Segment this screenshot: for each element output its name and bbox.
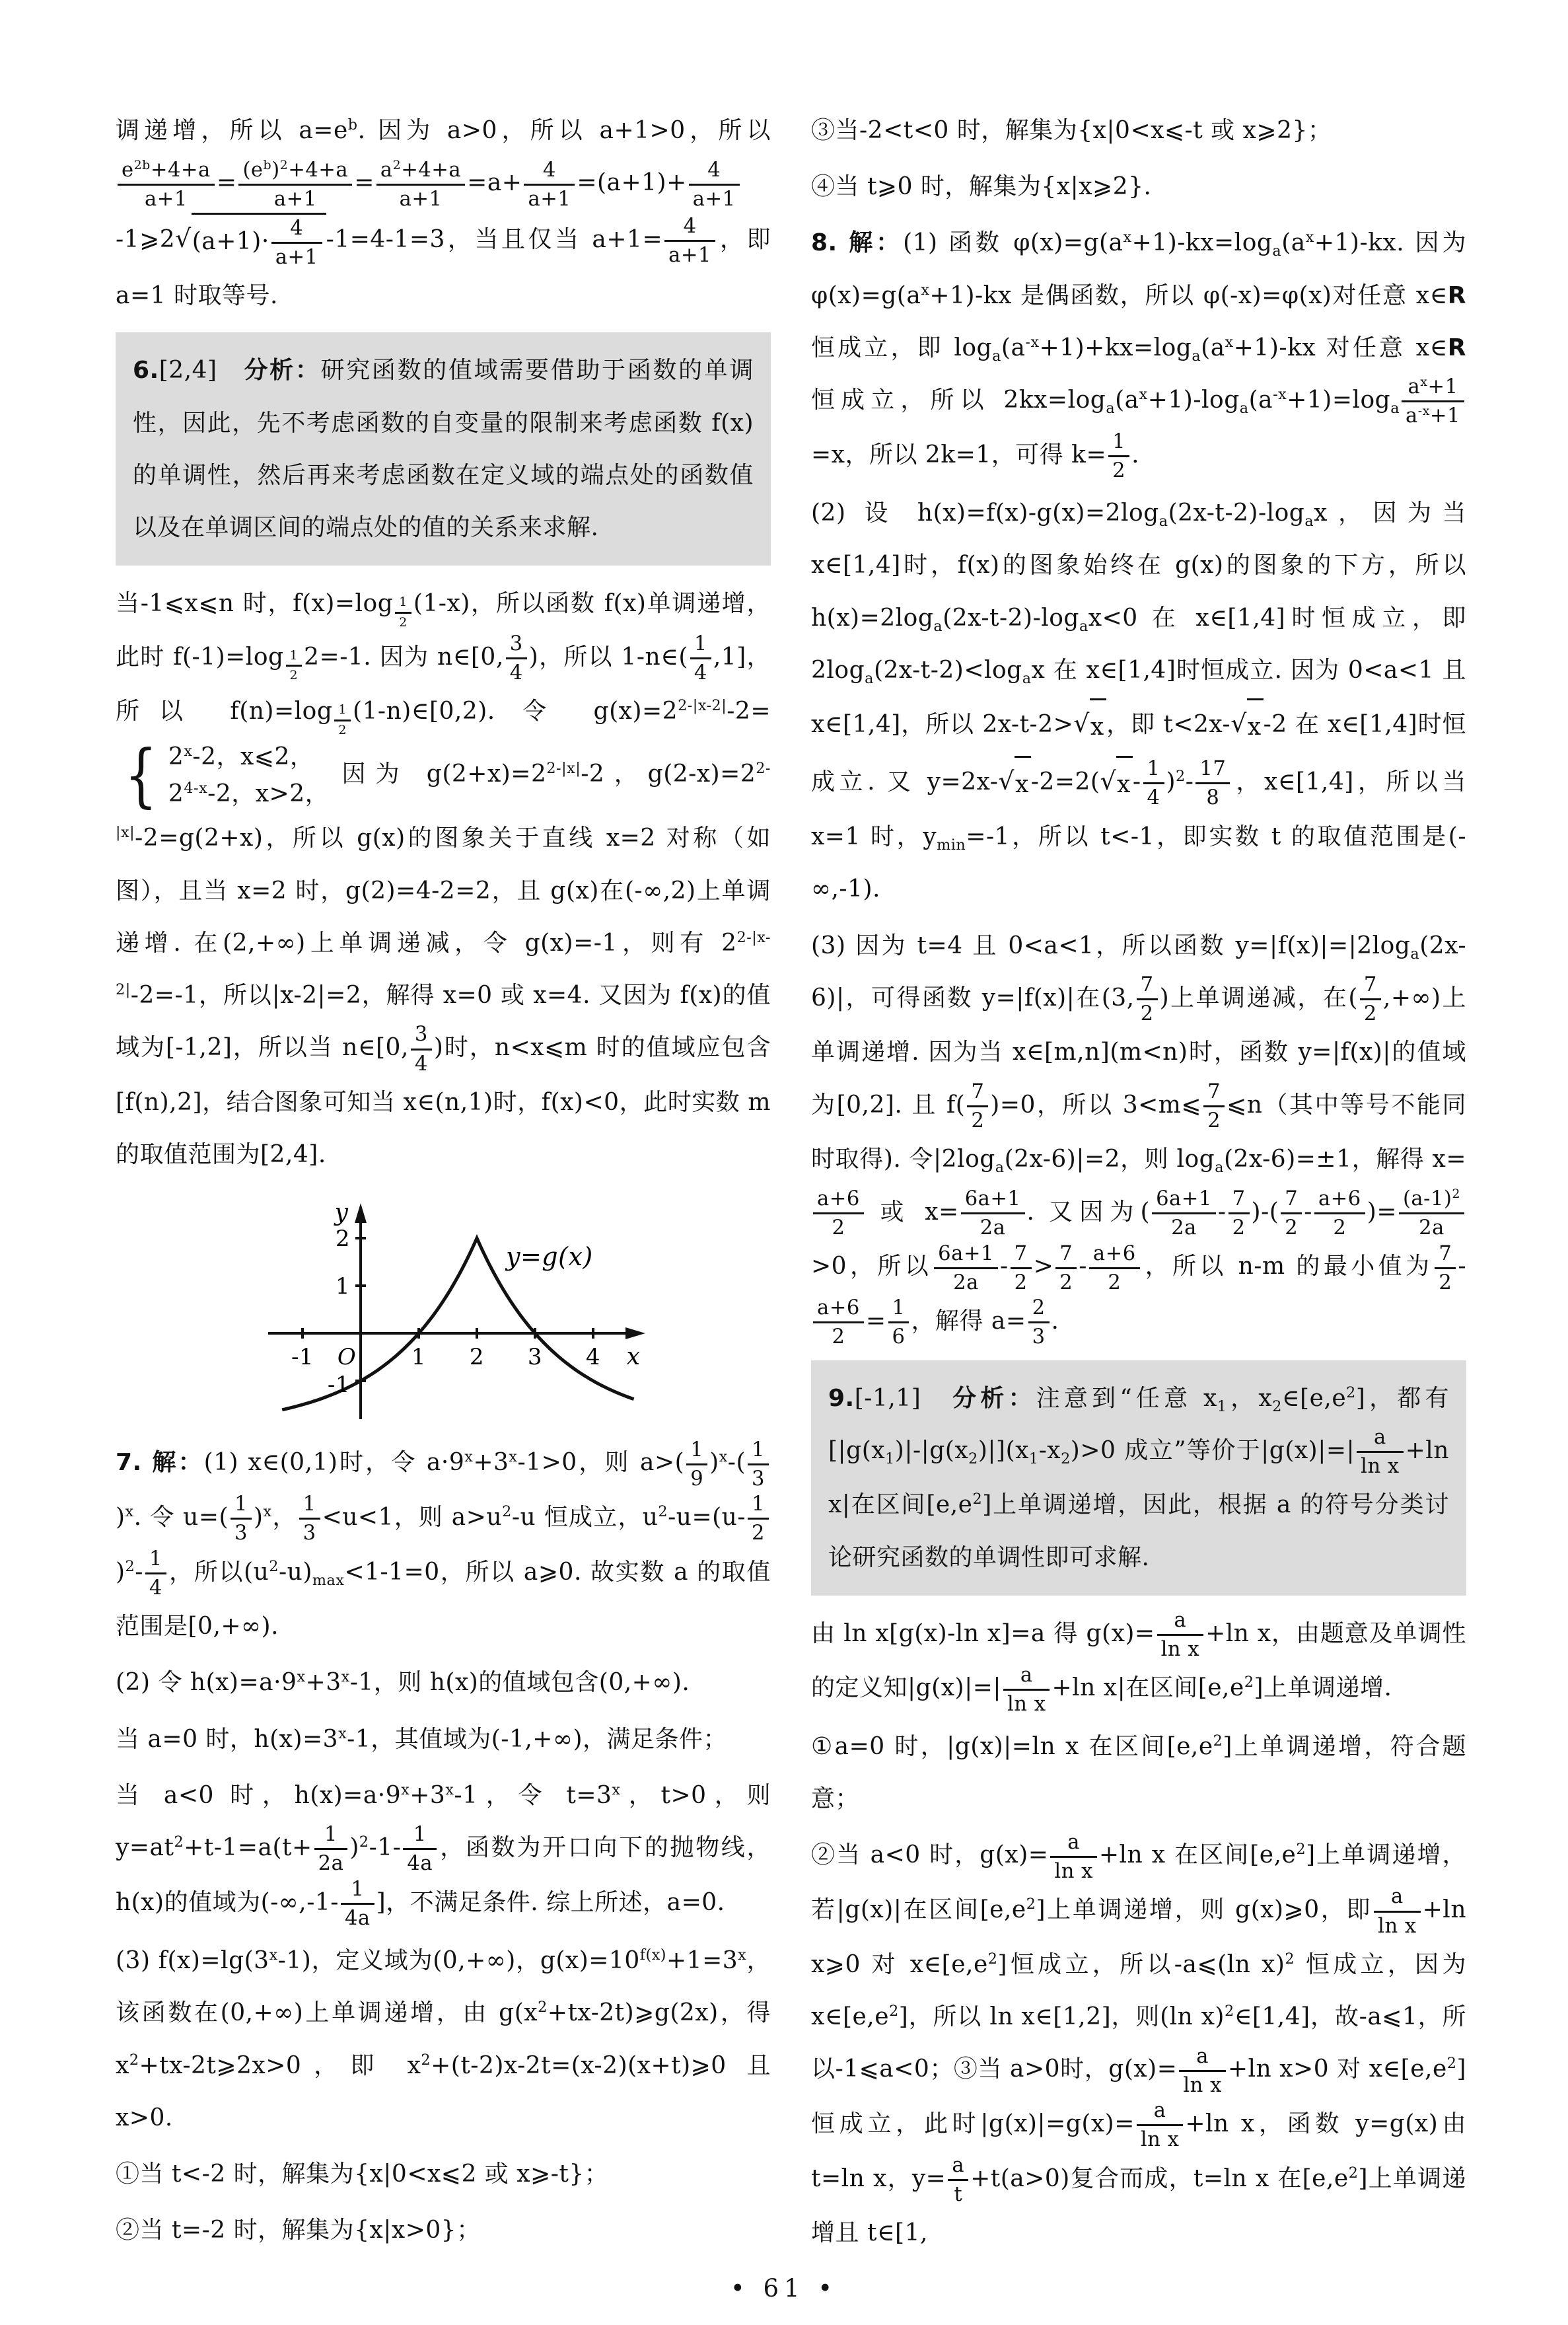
paragraph: ②当 t=-2 时，解集为{x|x>0}； — [116, 2217, 481, 2244]
y-axis-label: y — [334, 1199, 349, 1227]
function-graph — [205, 1198, 681, 1426]
x-tick-label: 3 — [527, 1344, 543, 1371]
paragraph: ①当 t<-2 时，解集为{x|0<x⩽2 或 x⩾-t}； — [116, 2160, 609, 2188]
paragraph: ③当-2<t<0 时，解集为{x|0<x⩽-t 或 x⩾2}； — [811, 117, 1332, 144]
paragraph: 调递增，所以 $a=e^b$. 因为 a>0，所以 a+1>0，所以 $\frac{e^{2b}+4+a}{a+1}$ = $\frac{(e^b)^2+4+a}{a+1}$ = $\frac{a^2+4+a}{a+1}$ =a+ $\frac{4}{a+1}$ =(a+1)+ $\frac{4}{a+1}$ -1⩾2√(a+1)· $\frac{4}{a+1}$ -1=4-1=3，当且仅当 a+1= $\frac{4}{a+1}$ ，即 a=1 时取等号. — [116, 116, 771, 310]
paragraph: 由 ln x[g(x)-ln x]=a 得 g(x)= $\frac{a}{\text{ln x}}$ +ln x，由题意及单调性的定义知|g(x)|=| $\frac{a}{\text{ln x}}$ +ln x|在区间$[e,e^2]$上单调递增. — [811, 1609, 1466, 1716]
origin-label: O — [337, 1344, 357, 1371]
paragraph: (3) $f(x)=\lg(3^x-1)$，定义域为(0,+∞)，$g(x)=10^{f(x)}+1=3^x$，该函数在(0,+∞)上单调递增，由 $g(x^2+tx-2t)⩾g(2x)$，得 $x^2+tx-2t⩾2x>0$，即 $x^2+(t-2)x-2t=(x-2)(x+t)⩾0$ 且 x>0. — [116, 1946, 771, 2131]
paragraph: (2) 设 $h(x)=f(x)-g(x)=2\log_a(2x-t-2)-\log_ax$，因为当 x∈[1,4]时，f(x)的图象始终在 g(x)的图象的下方，所以 $h(x)=2\log_a(2x-t-2)-\log_ax<0$ 在 x∈[1,4]时恒成立，即 $2\log_a(2x-t-2)<\log_ax$ 在 x∈[1,4]时恒成立. 因为 0<a<1 且 x∈[1,4]，所以 2x-t-2>√x，即 t<2x-√x-2 在 x∈[1,4]时恒成立. 又 y=2x-√x-2=2(√x- $\frac{1}{4}$ )$^2$- $\frac{17}{8}$ ，x∈[1,4]，所以当 x=1 时，$y_{min}=-1$，所以 t<-1，即实数 t 的取值范围是(-∞,-1). — [811, 499, 1466, 903]
x-tick-label: -1 — [291, 1344, 314, 1371]
x-tick-label: 4 — [585, 1344, 601, 1371]
y-tick-label: 1 — [335, 1273, 350, 1300]
y-axis-arrow-icon — [355, 1203, 367, 1223]
y-tick-label: 2 — [335, 1226, 350, 1253]
x-tick-label: 1 — [411, 1344, 427, 1371]
paragraph: (3) 因为 t=4 且 0<a<1，所以函数 $y=|f(x)|=|2\log_a(2x-6)|$，可得函数 y=|f(x)|在(3, $\frac{7}{2}$ )上单调递减，在( $\frac{7}{2}$ ,+∞)上单调递增. 因为当 x∈[m,n](m<n)时，函数 y=|f(x)|的值域为[0,2]. 且 f( $\frac{7}{2}$ )=0，所以 3<m⩽ $\frac{7}{2}$ ⩽n（其中等号不能同时取得). 令$|2\log_a(2x-6)|=2$，则 $\log_a(2x-6)=\pm 1$，解得 x= $\frac{a+6}{2}$ 或 x= $\frac{6a+1}{2a}$ . 又因为( $\frac{6a+1}{2a}$ - $\frac{7}{2}$ )-( $\frac{7}{2}$ - $\frac{a+6}{2}$ )= $\frac{(a-1)^2}{2a}$ >0，所以 $\frac{6a+1}{2a}$ - $\frac{7}{2}$ > $\frac{7}{2}$ - $\frac{a+6}{2}$ ，所以 n-m 的最小值为 $\frac{7}{2}$ - $\frac{a+6}{2}$ = $\frac{1}{6}$ ，解得 a= $\frac{2}{3}$ . — [811, 932, 1466, 1349]
x-axis-arrow-icon — [625, 1327, 645, 1339]
page-number: • 61 • — [730, 2274, 838, 2303]
x-axis-label: x — [626, 1343, 641, 1371]
analysis-box: 6.[2,4] 分析：研究函数的值域需要借助于函数的单调性，因此，先不考虑函数的自变量的限制来考虑函数 f(x)的单调性，然后再来考虑函数在定义域的端点处的函数值以及在单调区间的端点处的值的关系来求解. — [116, 332, 771, 566]
right-column — [811, 104, 1466, 2263]
y-tick-label: -1 — [327, 1372, 350, 1399]
curve-label: y=g(x) — [506, 1242, 593, 1272]
paragraph: 7. 解：(1) x∈(0,1)时，令 $a\cdot 9^x+3^x-1>0$，则 a>( $\frac{1}{9}$ )$^x$-( $\frac{1}{3}$ )$^x$. 令 u=( $\frac{1}{3}$ )$^x$， $\frac{1}{3}$ <u<1，则 $a>u^2-u$ 恒成立，$u^2-u=(u-$ $\frac{1}{2}$ )$^2$- $\frac{1}{4}$ ，所以$(u^2-u)_{max}<1-1=0$，所以 a⩾0. 故实数 a 的取值范围是[0,+∞). — [116, 1438, 771, 1641]
left-column — [116, 104, 771, 2260]
x-tick-label: 2 — [469, 1344, 485, 1371]
paragraph: 8. 解：(1) 函数 $\varphi(x)=g(a^x+1)-kx=\log_a(a^x+1)-kx$. 因为 $\varphi(x)=g(a^x+1)-kx$ 是偶函数，所以 φ(-x)=φ(x)对任意 x∈R 恒成立，即 $\log_a(a^{-x}+1)+kx=\log_a(a^x+1)-kx$ 对任意 x∈R 恒成立，所以 $2kx=\log_a(a^x+1)-\log_a(a^{-x}+1)=\log_a$ $\frac{a^x+1}{a^{-x}+1}$ =x，所以 2k=1，可得 k= $\frac{1}{2}$ . — [811, 229, 1466, 483]
paragraph: 当 a=0 时，$h(x)=3^x-1$，其值域为(-1,+∞)，满足条件； — [116, 1724, 727, 1753]
analysis-box: 9.[-1,1] 分析：注意到“任意 $x_1$，$x_2\in[e,e^2]$，都有$[|g(x_1)|-|g(x_2)|](x_1-x_2)>0$ 成立”等价于|g(x)|=| $\frac{a}{\text{ln x}}$ +ln x|在区间$[e,e^2]$上单调递增，因此，根据 a 的符号分类讨论研究函数的单调性即可求解. — [811, 1360, 1466, 1596]
paragraph: ④当 t⩾0 时，解集为{x|x⩾2}. — [811, 173, 1152, 201]
paragraph: 当-1⩽x⩽n 时，f(x)=log $_{\frac{1}{2}}$ (1-x)，所以函数 f(x)单调递增，此时 f(-1)=log $_{\frac{1}{2}}$ 2=-1. 因为 n∈[0, $\frac{3}{4}$ )，所以 1-n∈( $\frac{1}{4}$ ,1]，所以 f(n)=log $_{\frac{1}{2}}$ (1-n)∈[0,2). 令 $g(x)=2^{2-|x-2|}-2=$ { 2$^x$-2，x⩽2， 2$^{4-x}$-2，x>2， 因为 $g(2+x)=2^{2-|x|}-2$，$g(2-x)=2^{2-|x|}-2=g(2+x)$，所以 g(x)的图象关于直线 x=2 对称（如图），且当 x=2 时，g(2)=4-2=2，且 g(x)在(-∞,2)上单调递增. 在(2,+∞)上单调递减，令 g(x)=-1，则有 $2^{2-|x-2|}-2=-1$，所以|x-2|=2，解得 x=0 或 x=4. 又因为 f(x)的值域为[-1,2]，所以当 n∈[0, $\frac{3}{4}$ )时，n<x⩽m 时的值域应包含[f(n),2]，结合图象可知当 x∈(n,1)时，f(x)<0，此时实数 m 的取值范围为[2,4]. — [116, 590, 771, 1168]
paragraph: ②当 a<0 时，g(x)= $\frac{a}{\text{ln x}}$ +ln x 在区间$[e,e^2]$上单调递增，若|g(x)|在区间$[e,e^2]$上单调递增，则 g(x)⩾0，即 $\frac{a}{\text{ln x}}$ +ln x⩾0 对 $x\in[e,e^2]$恒成立，所以-a⩽(ln x)$^2$ 恒成立，因为 $x\in[e,e^2]$，所以 ln x∈[1,2]，则(ln x)$^2$∈[1,4]，故-a⩽1，所以-1⩽a<0；③当 a>0时，g(x)= $\frac{a}{\text{ln x}}$ +ln x>0 对 $x\in[e,e^2]$恒成立，此时|g(x)|=g(x)= $\frac{a}{\text{ln x}}$ +ln x，函数 y=g(x)由 t=ln x，y= $\frac{a}{t}$ +t(a>0)复合而成，t=ln x 在$[e,e^2]$上单调递增且 t∈[1, — [811, 1830, 1467, 2247]
paragraph: 当 a<0 时，$h(x)=a\cdot 9^x+3^x-1$，令 $t=3^x$，t>0，则 $y=at^2+t-1=a(t+$ $\frac{1}{2a}$ )$^2$-1- $\frac{1}{4a}$ ，函数为开口向下的抛物线，h(x)的值域为(-∞,-1- $\frac{1}{4a}$ ]，不满足条件. 综上所述，a=0. — [116, 1781, 771, 1931]
paragraph: ①a=0 时，|g(x)|=ln x 在区间$[e,e^2]$上单调递增，符合题意； — [811, 1732, 1466, 1813]
paragraph: (2) 令 $h(x)=a\cdot 9^x+3^x-1$，则 h(x)的值域包含(0,+∞). — [116, 1668, 690, 1697]
figure — [205, 1198, 681, 1426]
